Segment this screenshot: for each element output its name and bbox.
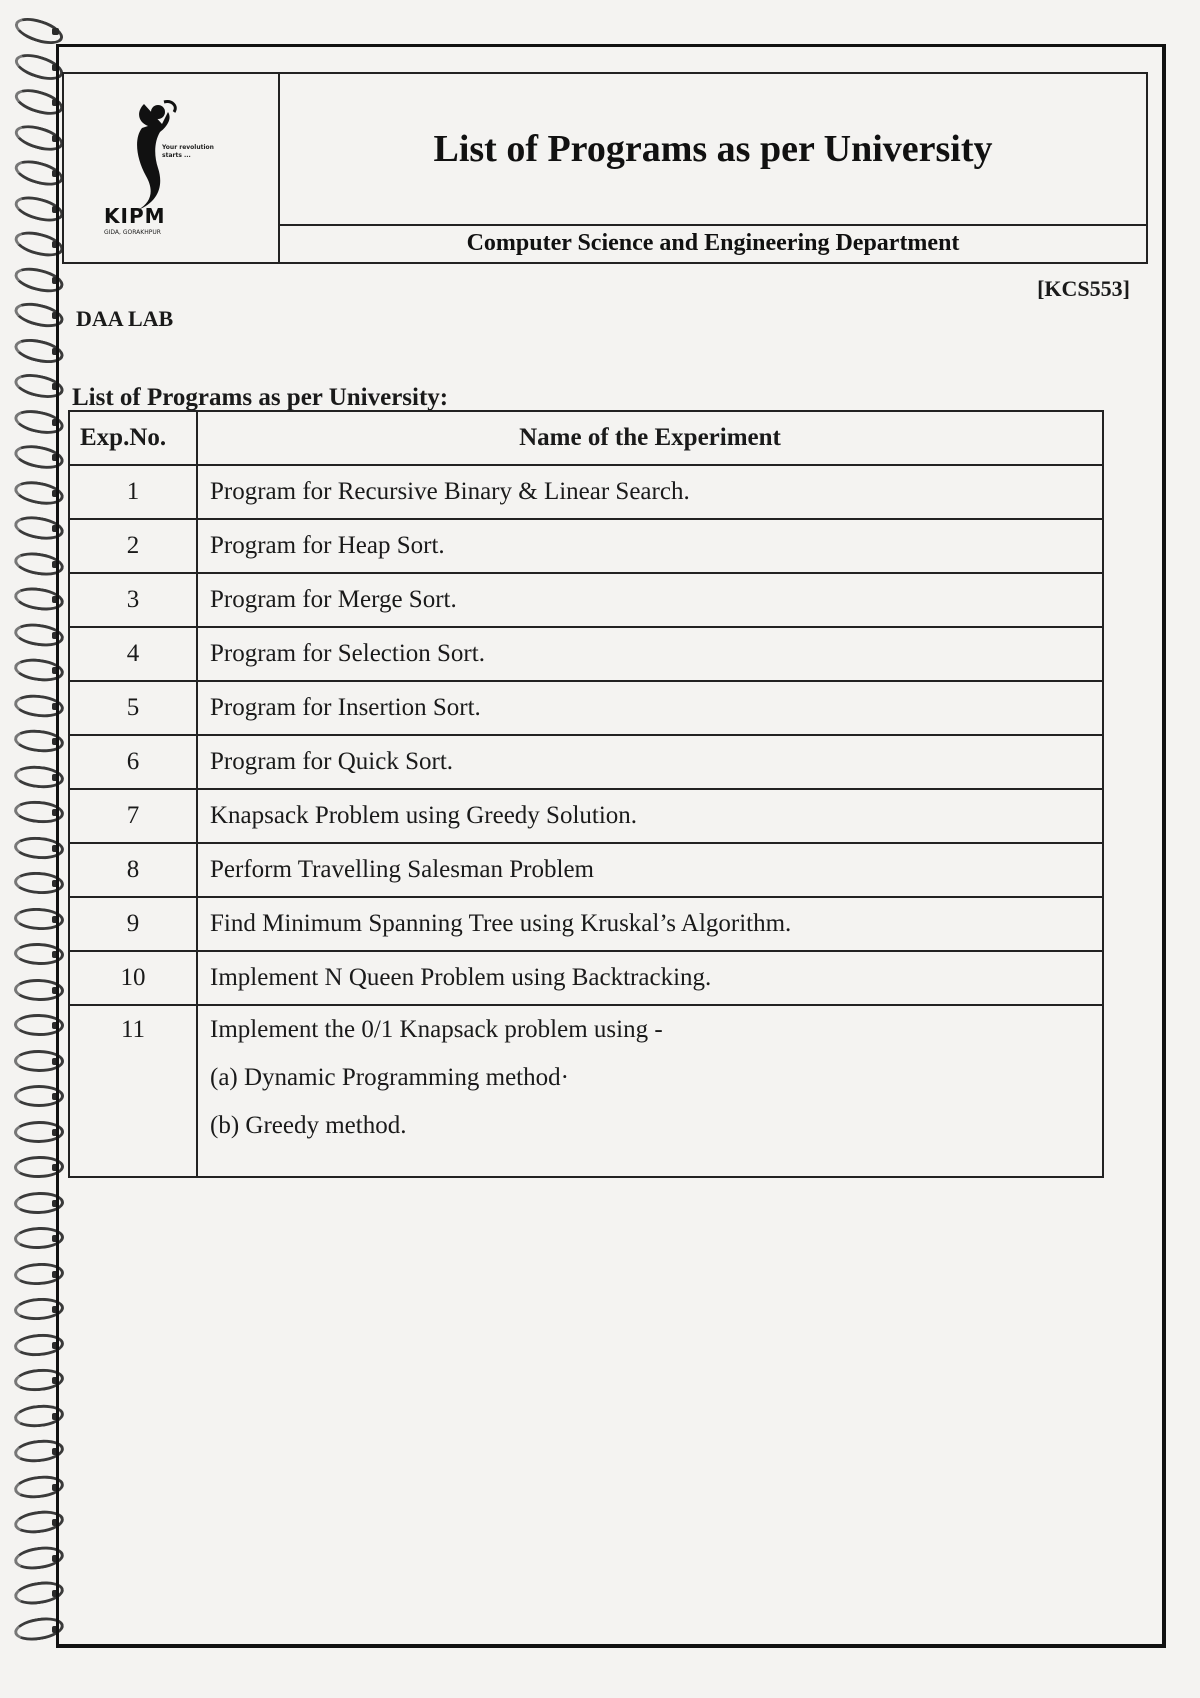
experiment-sub-item: (a) Dynamic Programming method· [210,1064,569,1091]
exp-number: 6 [69,735,197,789]
table-row [69,681,1103,735]
table-row [69,735,1103,789]
table-row [69,843,1103,897]
table-row [69,627,1103,681]
experiment-name: Find Minimum Spanning Tree using Kruskal’s Algorithm. [197,897,1103,951]
experiment-name: Program for Selection Sort. [197,627,1103,681]
experiment-name: Implement N Queen Problem using Backtracking. [197,951,1103,1005]
logo-cell [64,74,280,262]
exp-number: 1 [69,465,197,519]
page-title: List of Programs as per University [433,128,993,170]
logo-subtitle: GIDA, GORAKHPUR [104,229,161,236]
experiment-name: Program for Quick Sort. [197,735,1103,789]
experiment-name: Program for Heap Sort. [197,519,1103,573]
exp-number: 9 [69,897,197,951]
table-row [69,897,1103,951]
section-heading: List of Programs as per University: [72,384,449,411]
table-row [69,789,1103,843]
title-divider [280,224,1146,226]
exp-number: 8 [69,843,197,897]
course-code: [KCS553] [1037,276,1130,301]
exp-number: 5 [69,681,197,735]
table-header-row [69,411,1103,465]
programs-table [68,410,1104,1178]
experiment-sub-item: (b) Greedy method. [210,1112,407,1139]
exp-number: 2 [69,519,197,573]
logo-name: KIPM [104,204,166,228]
exp-number: 4 [69,627,197,681]
table-body [69,465,1103,1177]
document-header [62,72,1148,264]
table-row [69,1005,1103,1177]
spiral-binding [0,20,62,1680]
experiment-name: Perform Travelling Salesman Problem [197,843,1103,897]
experiment-name: Knapsack Problem using Greedy Solution. [197,789,1103,843]
exp-number: 7 [69,789,197,843]
exp-number: 11 [69,1005,197,1177]
table-row [69,465,1103,519]
experiment-main-text: Implement the 0/1 Knapsack problem using - [210,1016,663,1043]
column-header-exp-no: Exp.No. [69,411,197,465]
binding-hole [52,28,59,35]
table-row [69,573,1103,627]
logo-tagline: Your revolution starts ... [162,144,214,159]
experiment-name: Program for Recursive Binary & Linear Search. [197,465,1103,519]
exp-number: 10 [69,951,197,1005]
experiment-name: Program for Insertion Sort. [197,681,1103,735]
exp-number: 3 [69,573,197,627]
table-row [69,519,1103,573]
department-name: Computer Science and Engineering Department [466,230,960,256]
experiment-name [197,1005,1103,1177]
column-header-experiment-name: Name of the Experiment [197,411,1103,465]
lab-name: DAA LAB [76,306,174,331]
table-row [69,951,1103,1005]
experiment-name: Program for Merge Sort. [197,573,1103,627]
